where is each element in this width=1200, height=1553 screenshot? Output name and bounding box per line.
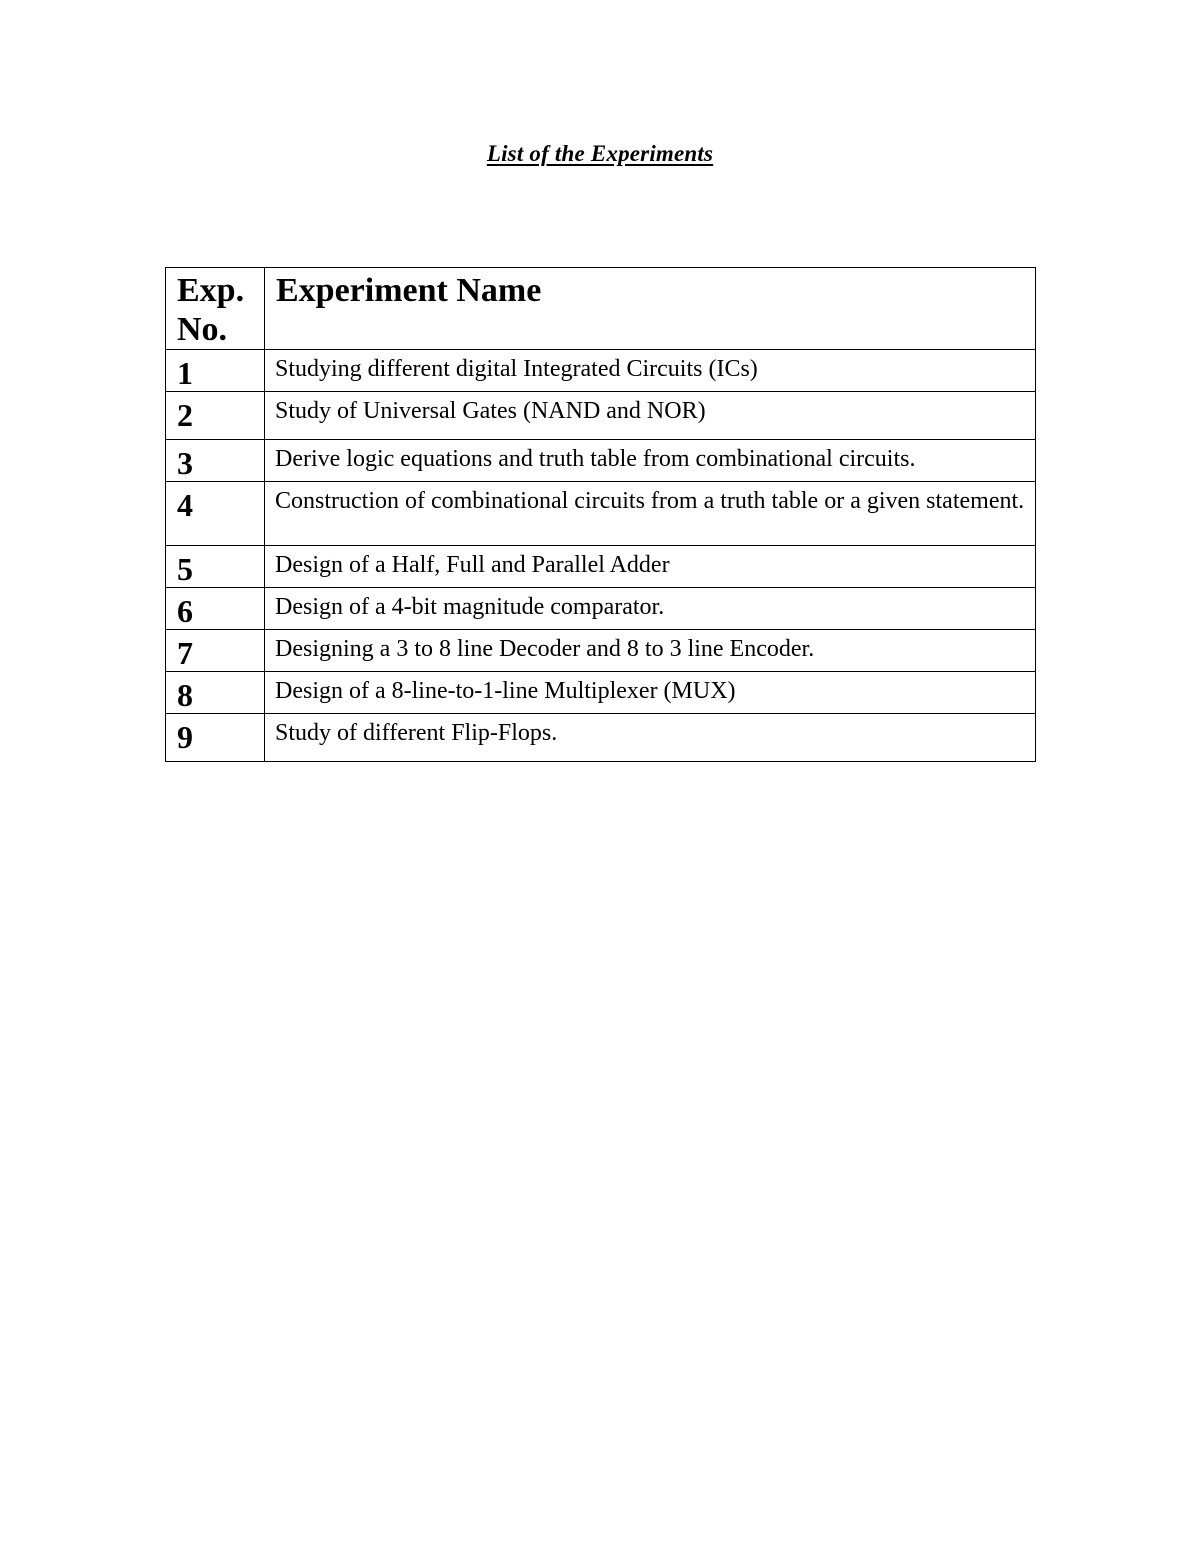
exp-number-cell: 2 xyxy=(166,392,265,440)
table-row xyxy=(166,546,1036,588)
exp-number-cell: 6 xyxy=(166,588,265,630)
table-row xyxy=(166,392,1036,440)
table-row xyxy=(166,440,1036,482)
exp-name-cell: Study of Universal Gates (NAND and NOR) xyxy=(265,392,1036,440)
exp-name-cell: Construction of combinational circuits from a truth table or a given statement. xyxy=(265,482,1036,546)
table-row xyxy=(166,482,1036,546)
exp-number-cell: 1 xyxy=(166,350,265,392)
exp-name-cell: Derive logic equations and truth table from combinational circuits. xyxy=(265,440,1036,482)
exp-number-cell: 9 xyxy=(166,714,265,762)
page-title: List of the Experiments xyxy=(486,141,714,166)
exp-number-cell: 5 xyxy=(166,546,265,588)
header-experiment-name: Experiment Name xyxy=(265,268,1036,350)
table-row xyxy=(166,630,1036,672)
table-header-row xyxy=(166,268,1036,350)
exp-name-cell: Design of a Half, Full and Parallel Adder xyxy=(265,546,1036,588)
header-exp-no: Exp. No. xyxy=(166,268,265,350)
table-row xyxy=(166,350,1036,392)
exp-number-cell: 4 xyxy=(166,482,265,546)
exp-name-cell: Design of a 4-bit magnitude comparator. xyxy=(265,588,1036,630)
exp-number-cell: 3 xyxy=(166,440,265,482)
exp-number-cell: 7 xyxy=(166,630,265,672)
table-row xyxy=(166,672,1036,714)
experiments-table xyxy=(165,267,1036,762)
exp-name-cell: Studying different digital Integrated Circuits (ICs) xyxy=(265,350,1036,392)
table-row xyxy=(166,714,1036,762)
exp-name-cell: Designing a 3 to 8 line Decoder and 8 to 3 line Encoder. xyxy=(265,630,1036,672)
table-row xyxy=(166,588,1036,630)
exp-name-cell: Study of different Flip-Flops. xyxy=(265,714,1036,762)
exp-number-cell: 8 xyxy=(166,672,265,714)
exp-name-cell: Design of a 8-line-to-1-line Multiplexer (MUX) xyxy=(265,672,1036,714)
